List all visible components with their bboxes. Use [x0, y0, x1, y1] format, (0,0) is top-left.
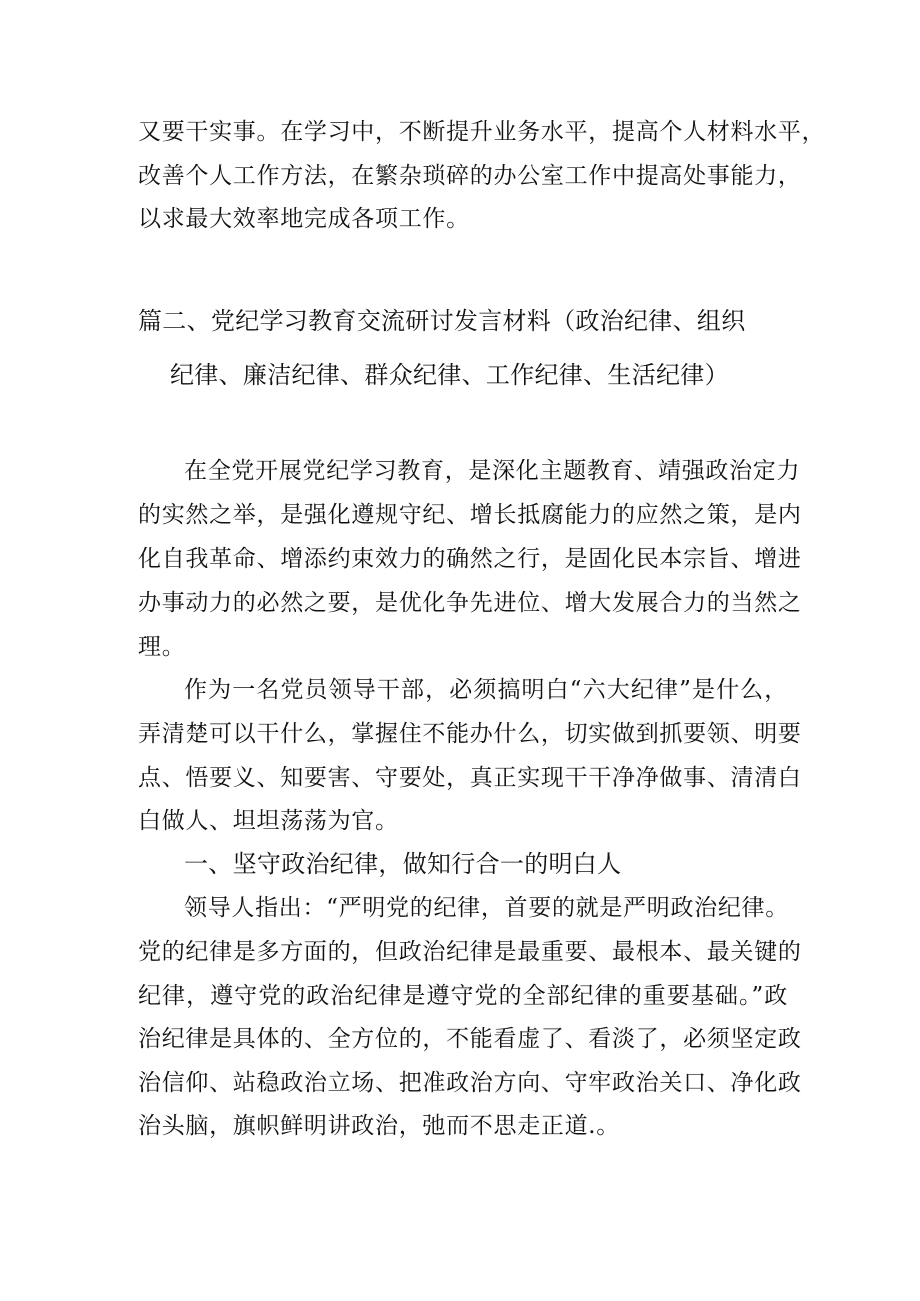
body-text-line: 治纪律是具体的、全方位的，不能看虚了、看淡了，必须坚定政 — [138, 1026, 802, 1052]
body-text-line: 在全党开展党纪学习教育，是深化主题教育、靖强政治定力 — [184, 458, 801, 484]
article-title-line-1: 篇二、党纪学习教育交流研讨发言材料（政治纪律、组织 — [138, 307, 746, 335]
body-text-line: 办事动力的必然之要，是优化争先进位、增大发展合力的当然之 — [138, 590, 802, 616]
section-heading: 一、坚守政治纪律，做知行合一的明白人 — [184, 850, 622, 878]
body-text-line: 化自我革命、增添约束效力的确然之行，是固化民本宗旨、增进 — [138, 546, 802, 572]
body-text-line: 治头脑，旗帜鲜明讲政治，弛而不思走正道.。 — [138, 1113, 621, 1139]
body-text-line: 领导人指出：“严明党的纪律，首要的就是严明政治纪律。 — [184, 895, 789, 921]
body-text-line: 弄清楚可以干什么，掌握住不能办什么，切实做到抓要领、明要 — [138, 721, 802, 747]
body-text-line: 纪律，遵守党的政治纪律是遵守党的全部纪律的重要基础。”政 — [138, 983, 788, 1009]
body-text-line: 的实然之举，是强化遵规守纪、增长抵腐能力的应然之策，是内 — [138, 502, 802, 528]
body-text-line: 以求最大效率地完成各项工作。 — [138, 206, 470, 232]
body-text-line: 理。 — [138, 634, 186, 660]
body-text-line: 改善个人工作方法，在繁杂琐碎的办公室工作中提高处事能力， — [138, 163, 802, 189]
article-title-line-2: 纪律、廉洁纪律、群众纪律、工作纪律、生活纪律） — [170, 361, 729, 389]
body-text-line: 党的纪律是多方面的，但政治纪律是最重要、最根本、最关键的 — [138, 939, 802, 965]
body-text-line: 治信仰、站稳政治立场、把准政治方向、守牢政治关口、净化政 — [138, 1070, 802, 1096]
body-text-line: 白做人、坦坦荡荡为官。 — [138, 808, 399, 834]
body-text-line: 又要干实事。在学习中，不断提升业务水平，提高个人材料水平， — [138, 119, 826, 145]
body-text-line: 点、悟要义、知要害、守要处，真正实现干干净净做事、清清白 — [138, 765, 802, 791]
body-text-line: 作为一名党员领导干部，必须搞明白“六大纪律”是什么， — [184, 677, 788, 703]
